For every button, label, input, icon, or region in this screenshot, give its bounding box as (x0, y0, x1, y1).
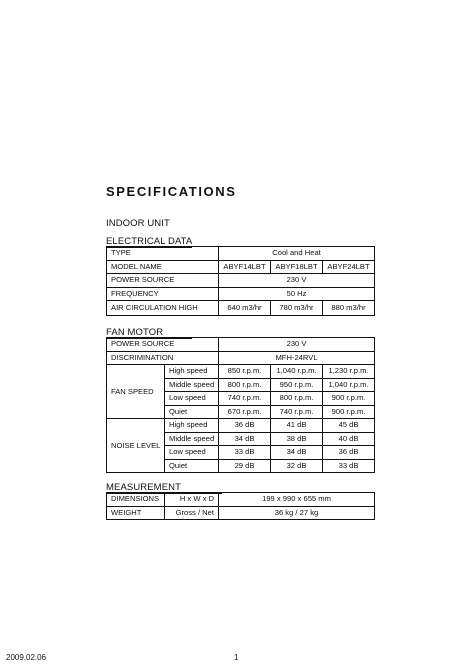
fan-speed-value: 670 r.p.m. (219, 405, 271, 419)
measurement-table (106, 492, 375, 520)
air-circulation-1: 640 m3/hr (219, 301, 271, 316)
table-row (107, 506, 375, 520)
weight-value: 36 kg / 27 kg (219, 506, 375, 520)
table-row (107, 419, 375, 433)
dimensions-value: 199 x 990 x 655 mm (219, 493, 375, 507)
noise-level-value: 32 dB (271, 459, 323, 473)
table-row (107, 365, 375, 379)
noise-level-value: 40 dB (323, 432, 375, 446)
weight-unit: Gross / Net (165, 506, 219, 520)
fan-speed-value: 1,040 r.p.m. (271, 365, 323, 379)
noise-level-value: 36 dB (219, 419, 271, 433)
table-row (107, 260, 375, 274)
noise-level-value: 36 dB (323, 446, 375, 460)
fan-power-source-label: POWER SOURCE (107, 338, 219, 352)
noise-level-mode: Low speed (165, 446, 219, 460)
fan-motor-table (106, 337, 375, 473)
noise-level-value: 38 dB (271, 432, 323, 446)
table-row (107, 247, 375, 261)
noise-level-mode: High speed (165, 419, 219, 433)
air-circulation-3: 880 m3/hr (323, 301, 375, 316)
frequency-value: 50 Hz (219, 287, 375, 301)
electrical-data-table (106, 246, 375, 316)
table-row (107, 287, 375, 301)
fan-speed-value: 1,230 r.p.m. (323, 365, 375, 379)
fan-speed-value: 900 r.p.m. (323, 392, 375, 406)
noise-level-mode: Middle speed (165, 432, 219, 446)
table-row (107, 274, 375, 288)
noise-level-label: NOISE LEVEL (107, 419, 165, 473)
model-name-3: ABYF24LBT (323, 260, 375, 274)
table-row (107, 351, 375, 365)
heading-electrical-data: ELECTRICAL DATA (106, 236, 193, 247)
table-row (107, 493, 375, 507)
type-value: Cool and Heat (219, 247, 375, 261)
heading-fan-motor: FAN MOTOR (106, 327, 164, 338)
discrimination-value: MFH-24RVL (219, 351, 375, 365)
page-title: SPECIFICATIONS (106, 184, 237, 199)
weight-label: WEIGHT (107, 506, 165, 520)
fan-speed-value: 900 r.p.m. (323, 405, 375, 419)
fan-speed-label: FAN SPEED (107, 365, 165, 419)
fan-speed-mode: High speed (165, 365, 219, 379)
fan-speed-value: 800 r.p.m. (219, 378, 271, 392)
noise-level-value: 34 dB (271, 446, 323, 460)
fan-speed-mode: Low speed (165, 392, 219, 406)
noise-level-mode: Quiet (165, 459, 219, 473)
noise-level-value: 29 dB (219, 459, 271, 473)
fan-speed-value: 740 r.p.m. (219, 392, 271, 406)
discrimination-label: DISCRIMINATION (107, 351, 219, 365)
type-label: TYPE (107, 247, 219, 261)
noise-level-value: 33 dB (219, 446, 271, 460)
noise-level-value: 45 dB (323, 419, 375, 433)
power-source-value: 230 V (219, 274, 375, 288)
subtitle-indoor-unit: INDOOR UNIT (106, 218, 170, 229)
page-number: 1 (234, 653, 239, 662)
table-row (107, 338, 375, 352)
table-row (107, 301, 375, 316)
fan-speed-mode: Quiet (165, 405, 219, 419)
noise-level-value: 41 dB (271, 419, 323, 433)
model-name-1: ABYF14LBT (219, 260, 271, 274)
frequency-label: FREQUENCY (107, 287, 219, 301)
footer-date: 2009.02.06 (6, 653, 47, 662)
fan-speed-value: 800 r.p.m. (271, 392, 323, 406)
dimensions-unit: H x W x D (165, 493, 219, 507)
noise-level-value: 34 dB (219, 432, 271, 446)
fan-power-source-value: 230 V (219, 338, 375, 352)
air-circulation-label: AIR CIRCULATION HIGH (107, 301, 219, 316)
noise-level-value: 33 dB (323, 459, 375, 473)
dimensions-label: DIMENSIONS (107, 493, 165, 507)
fan-speed-mode: Middle speed (165, 378, 219, 392)
air-circulation-2: 780 m3/hr (271, 301, 323, 316)
heading-measurement: MEASUREMENT (106, 482, 181, 493)
fan-speed-value: 1,040 r.p.m. (323, 378, 375, 392)
model-name-label: MODEL NAME (107, 260, 219, 274)
fan-speed-value: 850 r.p.m. (219, 365, 271, 379)
fan-speed-value: 950 r.p.m. (271, 378, 323, 392)
fan-speed-value: 740 r.p.m. (271, 405, 323, 419)
model-name-2: ABYF18LBT (271, 260, 323, 274)
power-source-label: POWER SOURCE (107, 274, 219, 288)
